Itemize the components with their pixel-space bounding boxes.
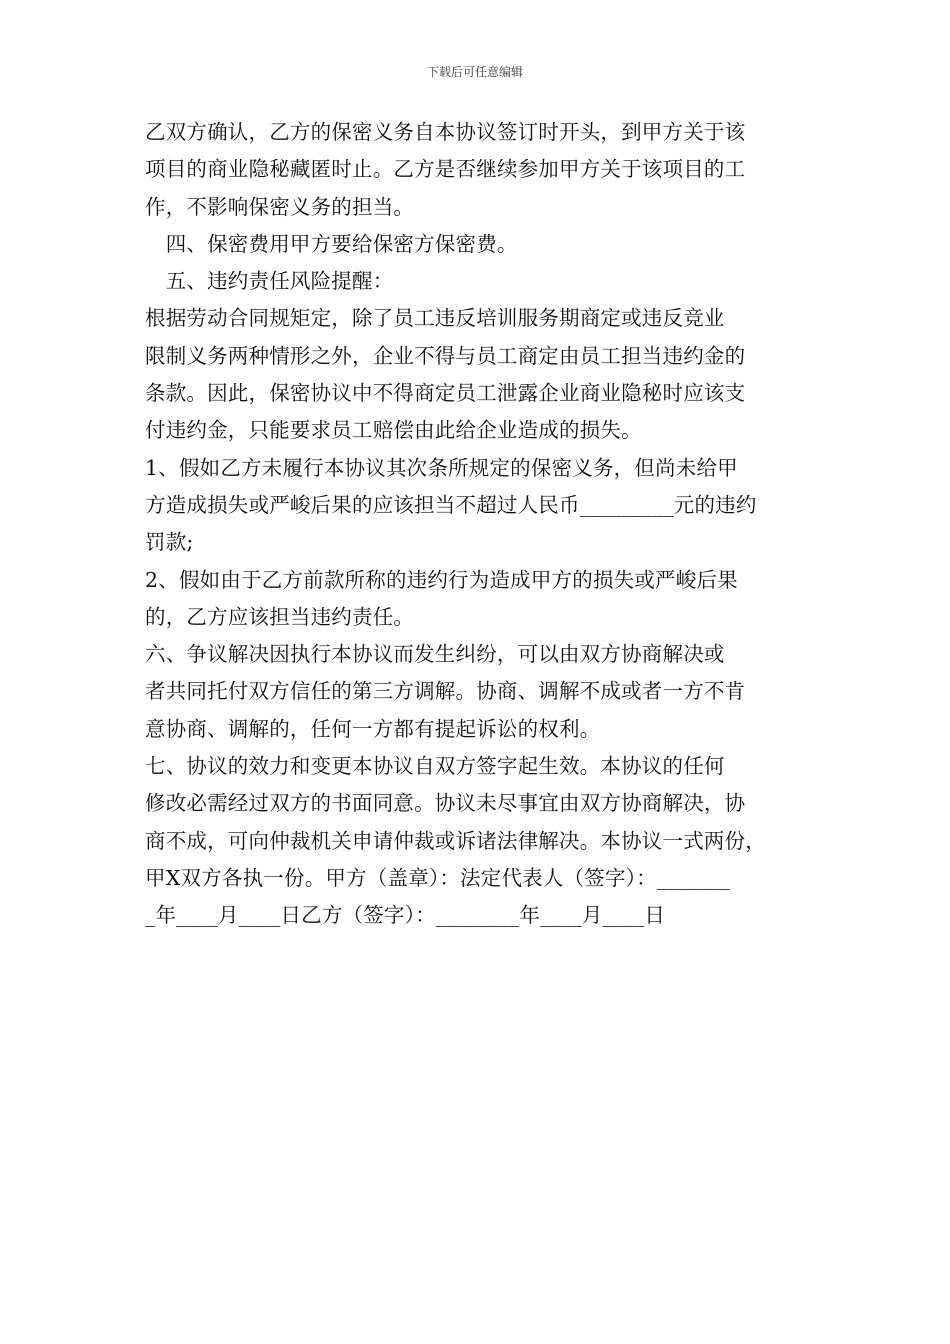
clause-one-line: 1、假如乙方未履行本协议其次条所规定的保密义务，但尚未给甲	[145, 455, 738, 480]
body-line: 项目的商业隐秘藏匿时止。乙方是否继续参加甲方关于该项目的工	[145, 157, 746, 182]
signature-date-line: _年____月____日乙方（签字）：________年____月____日	[145, 903, 666, 928]
body-line: 条款。因此，保密协议中不得商定员工泄露企业商业隐秘时应该支	[145, 381, 746, 406]
body-line: 根据劳动合同规矩定，除了员工违反培训服务期商定或违反竞业	[145, 306, 725, 331]
document-body	[145, 114, 817, 935]
section-heading-four: 四、保密费用甲方要给保密方保密费。	[145, 231, 518, 256]
signature-line: 甲X双方各执一份。甲方（盖章）：法定代表人（签字）：_______	[145, 865, 730, 890]
page-header: 下载后可任意编辑	[426, 65, 523, 79]
body-line: 限制义务两种情形之外，企业不得与员工商定由员工担当违约金的	[145, 343, 746, 368]
clause-one-line: 方造成损失或严峻后果的应该担当不超过人民币_________元的违约	[145, 492, 757, 517]
section-six-line: 意协商、调解的，任何一方都有提起诉讼的权利。	[145, 716, 601, 741]
body-line: 作，不影响保密义务的担当。	[145, 194, 415, 219]
section-six-line: 者共同托付双方信任的第三方调解。协商、调解不成或者一方不肯	[145, 679, 746, 704]
clause-two-line: 2、假如由于乙方前款所称的违约行为造成甲方的损失或严峻后果	[145, 567, 738, 592]
section-seven-line: 修改必需经过双方的书面同意。协议未尽事宜由双方协商解决，协	[145, 791, 746, 816]
clause-two-line: 的，乙方应该担当违约责任。	[145, 604, 415, 629]
section-heading-five: 五、违约责任风险提醒：	[145, 269, 394, 294]
clause-one-line: 罚款;	[145, 530, 194, 555]
section-seven-line: 商不成，可向仲裁机关申请仲裁或诉诸法律解决。本协议一式两份，	[145, 828, 766, 853]
section-seven-line: 七、协议的效力和变更本协议自双方签字起生效。本协议的任何	[145, 754, 725, 779]
body-line: 付违约金，只能要求员工赔偿由此给企业造成的损失。	[145, 418, 642, 443]
section-six-line: 六、争议解决因执行本协议而发生纠纷，可以由双方协商解决或	[145, 642, 725, 667]
body-line: 乙双方确认，乙方的保密义务自本协议签订时开头，到甲方关于该	[145, 120, 746, 144]
